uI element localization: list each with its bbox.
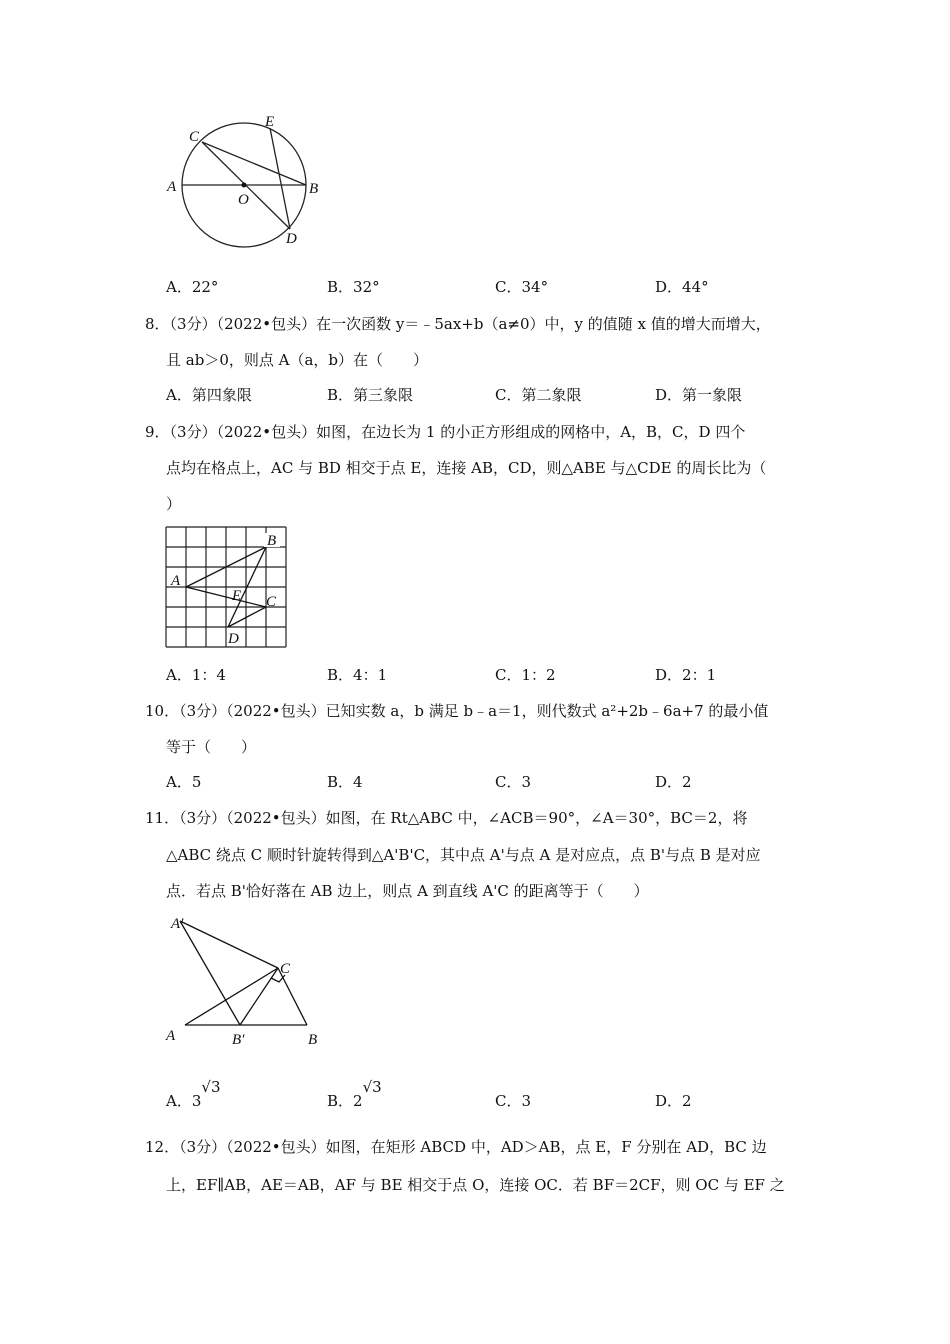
- q10-option-a[interactable]: A．5: [166, 773, 202, 791]
- q7-option-d[interactable]: D．44°: [655, 278, 709, 296]
- label-a: A: [171, 573, 181, 589]
- label-c: C: [189, 129, 200, 145]
- label-a-prime: A′: [171, 916, 184, 932]
- q11-option-b-text: B．2: [327, 1092, 363, 1110]
- label-b: B: [309, 181, 319, 197]
- q9-stem-line2: 点均在格点上，AC 与 BD 相交于点 E，连接 AB，CD，则△ABE 与△CDE 的周长比为（: [166, 459, 767, 477]
- q8-stem-line1: 8．（3分）（2022•包头）在一次函数 y＝﹣5ax+b（a≠0）中，y 的值随 x 值的增大而增大，: [145, 315, 771, 333]
- q7-option-b[interactable]: B．32°: [327, 278, 380, 296]
- label-e: E: [232, 588, 242, 604]
- label-e: E: [265, 114, 275, 130]
- q11-stem-line2: △ABC 绕点 C 顺时针旋转得到△A'B'C，其中点 A'与点 A 是对应点，点 B'与点 B 是对应: [166, 846, 761, 864]
- q9-option-c[interactable]: C．1：2: [495, 666, 556, 684]
- segment-a-c: [185, 968, 278, 1025]
- center-point: [242, 183, 247, 188]
- q11-triangle-figure: [160, 905, 335, 1055]
- label-c: C: [266, 594, 277, 610]
- q12-stem-line2: 上，EF∥AB，AE＝AB，AF 与 BE 相交于点 O，连接 OC．若 BF＝2CF，则 OC 与 EF 之: [166, 1176, 785, 1194]
- chord-ed: [270, 128, 290, 229]
- q9-stem-line1: 9．（3分）（2022•包头）如图，在边长为 1 的小正方形组成的网格中，A，B，C，D 四个: [145, 423, 746, 441]
- q11-option-c[interactable]: C．3: [495, 1092, 532, 1110]
- q8-option-c[interactable]: C．第二象限: [495, 386, 582, 404]
- q9-stem-line3: ）: [166, 495, 182, 513]
- q12-stem-line1: 12．（3分）（2022•包头）如图，在矩形 ABCD 中，AD＞AB，点 E，F 分别在 AD，BC 边: [145, 1138, 767, 1156]
- label-b-prime: B′: [232, 1032, 245, 1048]
- q10-option-b[interactable]: B．4: [327, 773, 363, 791]
- q11-stem-line3: 点．若点 B'恰好落在 AB 边上，则点 A 到直线 A'C 的距离等于（ ）: [166, 882, 649, 900]
- segment-cd: [228, 607, 266, 627]
- label-d: D: [228, 631, 239, 647]
- label-a: A: [167, 179, 177, 195]
- segment-b1-c: [240, 968, 278, 1025]
- q9-grid-figure: [160, 520, 300, 655]
- q8-stem-line2: 且 ab＞0，则点 A（a，b）在（ ）: [166, 351, 429, 369]
- segment-a1-c: [180, 921, 278, 968]
- q10-option-c[interactable]: C．3: [495, 773, 532, 791]
- q7-option-a[interactable]: A．22°: [166, 278, 219, 296]
- q9-option-b[interactable]: B．4：1: [327, 666, 388, 684]
- label-b: B: [267, 533, 277, 549]
- label-a: A: [166, 1028, 176, 1044]
- q11-option-b[interactable]: [327, 1078, 382, 1111]
- q9-option-d[interactable]: D．2：1: [655, 666, 717, 684]
- q11-option-a-text: A．3: [166, 1092, 202, 1110]
- label-d: D: [286, 231, 297, 247]
- q9-option-a[interactable]: A．1：4: [166, 666, 226, 684]
- sqrt3-radical: √3: [201, 1078, 221, 1096]
- sqrt3-radical: √3: [362, 1078, 382, 1096]
- q8-option-b[interactable]: B．第三象限: [327, 386, 414, 404]
- q11-option-a[interactable]: [166, 1078, 221, 1111]
- q10-option-d[interactable]: D．2: [655, 773, 692, 791]
- q11-stem-line1: 11．（3分）（2022•包头）如图，在 Rt△ABC 中，∠ACB＝90°，∠A＝30°，BC＝2，将: [145, 809, 748, 827]
- q8-option-d[interactable]: D．第一象限: [655, 386, 743, 404]
- q10-stem-line1: 10．（3分）（2022•包头）已知实数 a，b 满足 b﹣a＝1，则代数式 a²+2b﹣6a+7 的最小值: [145, 702, 769, 720]
- label-b: B: [308, 1032, 318, 1048]
- q11-option-d[interactable]: D．2: [655, 1092, 692, 1110]
- label-c: C: [280, 961, 291, 977]
- chord-cb: [202, 142, 306, 185]
- q10-stem-line2: 等于（ ）: [166, 738, 257, 756]
- label-o: O: [238, 192, 249, 208]
- q7-circle-figure: [160, 108, 340, 258]
- q7-option-c[interactable]: C．34°: [495, 278, 549, 296]
- q8-option-a[interactable]: A．第四象限: [166, 386, 252, 404]
